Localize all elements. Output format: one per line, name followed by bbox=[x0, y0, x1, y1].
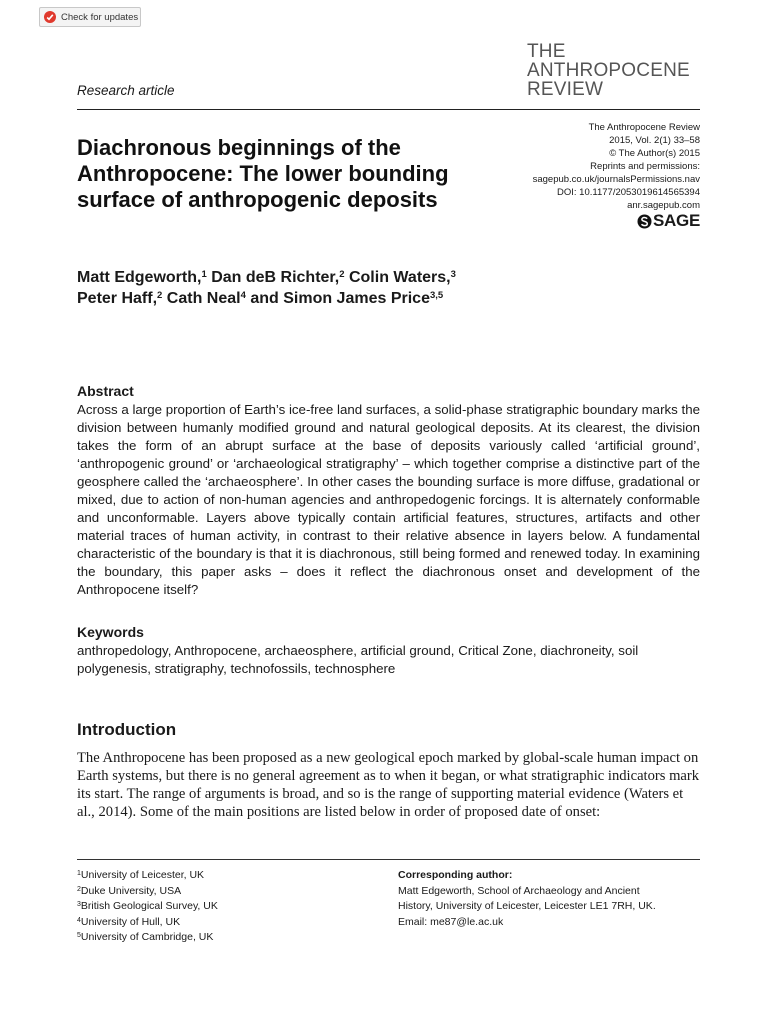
permissions-link[interactable]: sagepub.co.uk/journalsPermissions.nav bbox=[532, 174, 700, 185]
journal-logo-line: THE bbox=[527, 41, 566, 62]
copyright: © The Author(s) 2015 bbox=[609, 148, 700, 159]
abstract-heading: Abstract bbox=[77, 383, 134, 399]
keywords-heading: Keywords bbox=[77, 624, 144, 640]
journal-logo-line: ANTHROPOCENE bbox=[527, 60, 690, 81]
introduction-heading: Introduction bbox=[77, 720, 177, 739]
affiliation-text: British Geological Survey, UK bbox=[80, 900, 218, 912]
article-type: Research article bbox=[77, 83, 175, 98]
title-line: surface of anthropogenic deposits bbox=[77, 187, 438, 212]
affiliation-marker: 2 bbox=[157, 290, 163, 301]
affiliation-item bbox=[77, 930, 377, 946]
affiliation-number: 4 bbox=[77, 916, 81, 924]
article-title bbox=[77, 135, 517, 213]
author-name: Peter Haff, bbox=[77, 290, 158, 307]
journal-logo bbox=[527, 42, 690, 99]
doi[interactable]: DOI: 10.1177/2053019614565394 bbox=[557, 187, 700, 198]
corresponding-author bbox=[398, 868, 703, 930]
author-name: Matt Edgeworth, bbox=[77, 269, 202, 286]
author-separator: and bbox=[245, 290, 284, 307]
sage-logo-icon bbox=[637, 214, 652, 229]
corresponding-address: Matt Edgeworth, School of Archaeology and Ancient bbox=[398, 884, 640, 897]
sage-logo-text: SAGE bbox=[653, 211, 700, 230]
affiliation-item bbox=[77, 884, 377, 900]
affiliation-number: 2 bbox=[77, 885, 81, 893]
reprints-label: Reprints and permissions: bbox=[590, 161, 700, 172]
affiliation-marker: 3 bbox=[450, 269, 456, 280]
affiliation-text: University of Cambridge, UK bbox=[80, 931, 214, 943]
affiliation-text: Duke University, USA bbox=[80, 884, 182, 897]
affiliation-number: 5 bbox=[77, 932, 81, 939]
keywords-text: anthropedology, Anthropocene, archaeosphere, artificial ground, Critical Zone, diachroneity, soil polygenesis, stratigraphy, technofossils, technosphere bbox=[77, 643, 639, 676]
update-badge-icon bbox=[44, 11, 56, 23]
affiliation-marker: 2 bbox=[339, 269, 345, 280]
author-name: Colin Waters, bbox=[348, 269, 451, 286]
affiliation-text: University of Leicester, UK bbox=[80, 869, 205, 881]
corresponding-author-label: Corresponding author: bbox=[398, 869, 513, 881]
title-line: Diachronous beginnings of the bbox=[77, 135, 401, 160]
journal-name: The Anthropocene Review bbox=[588, 122, 700, 133]
affiliation-list bbox=[77, 868, 377, 946]
title-line: Anthropocene: The lower bounding bbox=[77, 161, 449, 186]
affiliation-number: 3 bbox=[77, 901, 81, 908]
author-name: Cath Neal bbox=[166, 290, 241, 307]
check-for-updates-label: Check for updates bbox=[61, 11, 139, 23]
affiliation-marker: 1 bbox=[201, 269, 207, 280]
affiliation-item bbox=[77, 915, 377, 931]
affiliation-item bbox=[77, 899, 377, 915]
corresponding-address: History, University of Leicester, Leicester LE1 7RH, UK. bbox=[398, 900, 656, 912]
affiliation-item bbox=[77, 868, 377, 884]
affiliation-text: University of Hull, UK bbox=[80, 915, 181, 928]
author-list bbox=[77, 267, 497, 309]
abstract-text: Across a large proportion of Earth’s ice-free land surfaces, a solid-phase stratigraphic boundary marks the division between humanly modified ground and natural geological deposits. At its clearest, the division takes the form of an abrupt surface at the base of deposits variously called ‘artificial ground’, ‘anthropogenic ground’ or ‘archaeological stratigraphy’ – which together comprise a distinctive part of the geosphere called the ‘archaeosphere’. In other cases the bounding surface is more diffuse, gradational or mixed, due to action of non-human agencies and anthropedogenic forcings. It is alternately conformable and unconformable. Layers above typically contain artificial features, structures, artifacts and other material traces of human activity, in contrast to their relative absence in layers below. A fundamental characteristic of the boundary is that it is diachronous, still being formed and renewed today. In examining the boundary, this paper asks – does it reflect the diachronous onset and development of the Anthropocene itself? bbox=[77, 402, 700, 597]
check-for-updates-button[interactable] bbox=[39, 7, 141, 27]
header-divider bbox=[77, 109, 700, 110]
sage-logo bbox=[637, 211, 700, 231]
introduction-text: The Anthropocene has been proposed as a new geological epoch marked by global-scale human impact on Earth systems, but there is no general agreement as to when it began, or what stratigraphic indicators mark its start. The range of arguments is broad, and so is the range of supporting material evidence (Waters et al., 2014). Some of the main positions are listed below in order of proposed date of onset: bbox=[77, 750, 700, 820]
corresponding-email[interactable]: Email: me87@le.ac.uk bbox=[398, 915, 504, 928]
volume-info: 2015, Vol. 2(1) 33–58 bbox=[609, 135, 700, 146]
footnote-divider bbox=[77, 859, 700, 860]
author-name: Simon James Price bbox=[283, 290, 430, 307]
affiliation-number: 1 bbox=[77, 870, 81, 877]
author-name: Dan deB Richter, bbox=[211, 269, 340, 286]
affiliation-marker: 3,5 bbox=[429, 290, 444, 301]
affiliation-marker: 4 bbox=[240, 290, 246, 301]
journal-site-link[interactable]: anr.sagepub.com bbox=[627, 200, 700, 211]
journal-logo-line: REVIEW bbox=[527, 79, 604, 100]
